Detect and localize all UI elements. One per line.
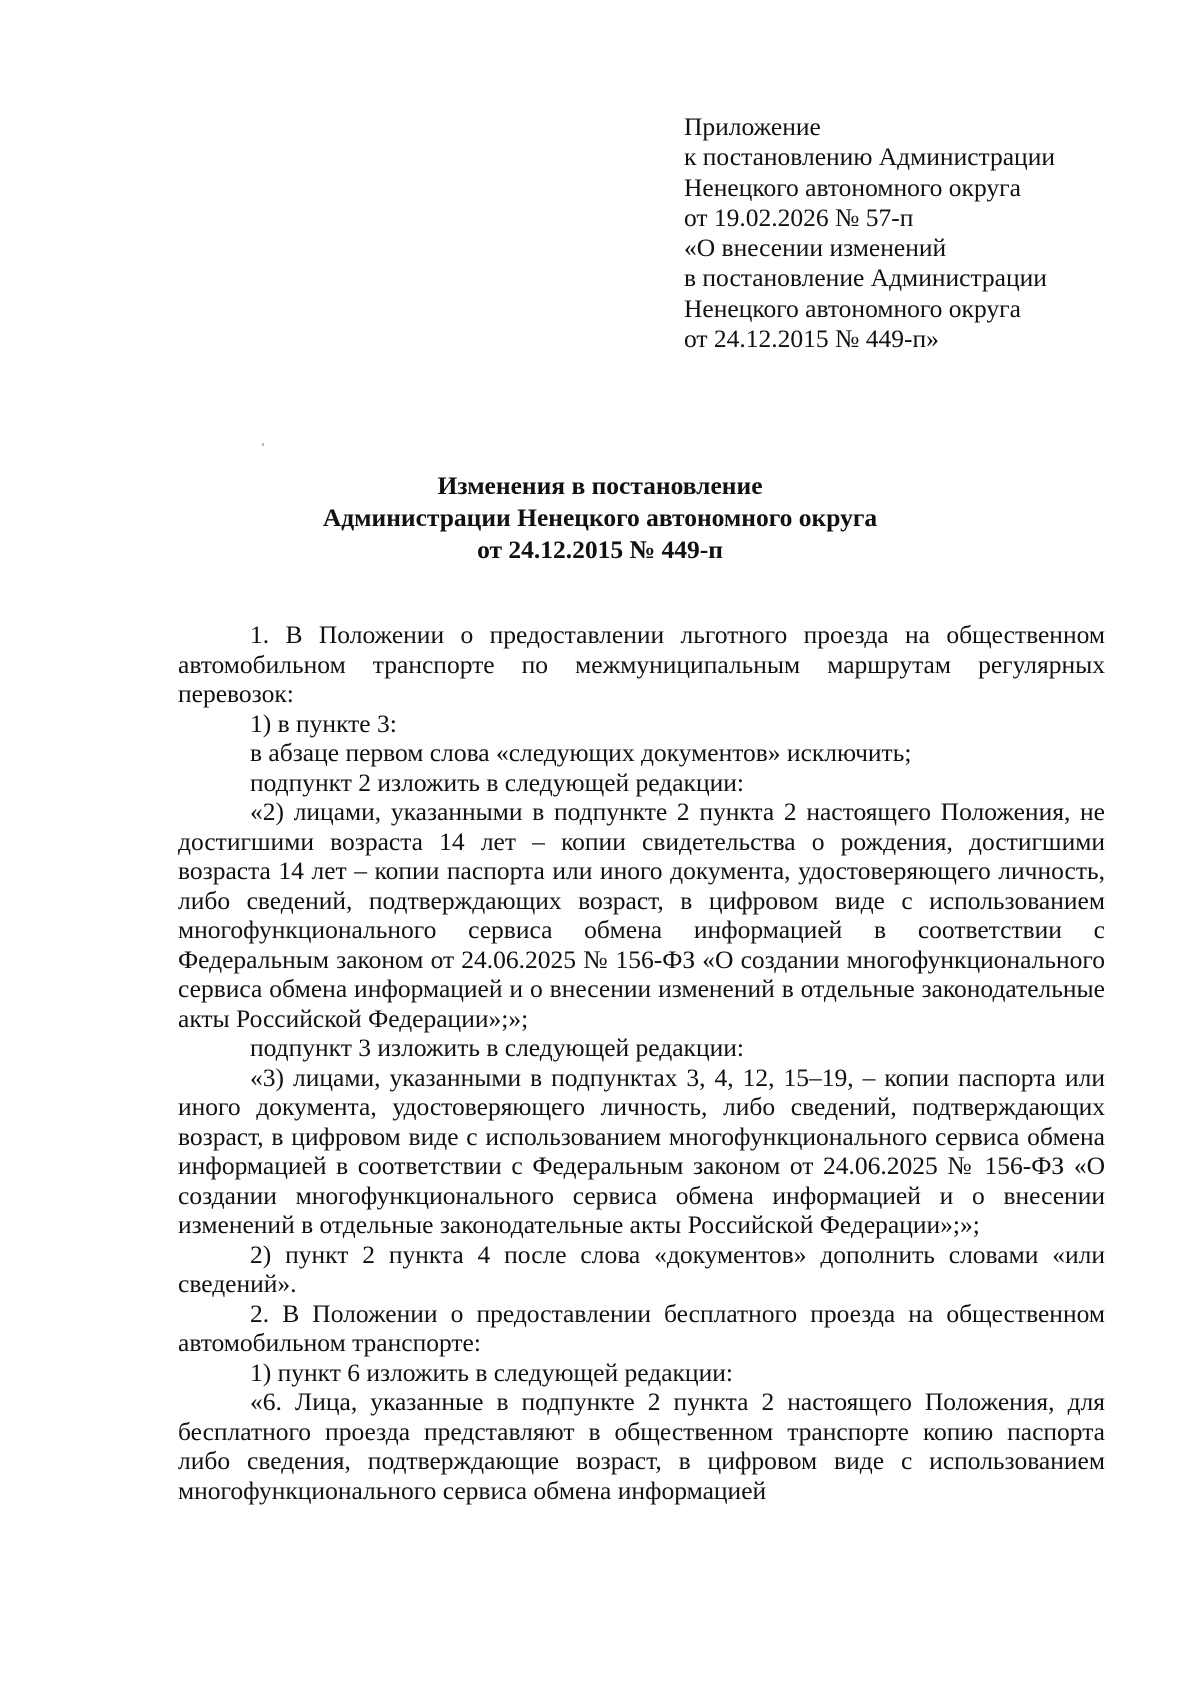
appendix-line: Ненецкого автономного округа [684, 172, 1021, 202]
body-paragraph: 2) пункт 2 пункта 4 после слова «документов» дополнить словами «или сведений». [178, 1239, 1105, 1298]
body-paragraph: подпункт 2 изложить в следующей редакции: [250, 767, 744, 797]
body-paragraph: 1. В Положении о предоставлении льготного проезда на общественном автомобильном транспорте по межмуниципальным маршрутам регулярных перевозок: [178, 620, 1105, 708]
appendix-line: «О внесении изменений [684, 233, 947, 263]
title-line: от 24.12.2015 № 449-п [477, 535, 723, 564]
body-paragraph: подпункт 3 изложить в следующей редакции: [250, 1033, 744, 1062]
body-paragraph: 2. В Положении о предоставлении бесплатного проезда на общественном автомобильном транспорте: [178, 1298, 1105, 1357]
appendix-header [684, 112, 1144, 354]
body-paragraph: 1) в пункте 3: [250, 708, 397, 738]
appendix-line: в постановление Администрации [684, 263, 1047, 293]
scan-artifact [262, 443, 264, 446]
body-paragraph: «3) лицами, указанными в подпунктах 3, 4, 12, 15–19, – копии паспорта или иного документа, удостоверяющего личность, либо сведений, подтверждающих возраст, в цифровом виде с использованием многофункционального сервиса обмена информацией в соответствии с Федеральным законом от 24.06.2025 № 156-ФЗ «О создании многофункционального сервиса обмена информацией и о внесении изменений в отдельные законодательные акты Российской Федерации»;»; [178, 1062, 1105, 1239]
document-body [178, 620, 1105, 1505]
appendix-line: к постановлению Администрации [684, 142, 1055, 172]
document-title [150, 470, 1050, 566]
appendix-line: от 24.12.2015 № 449-п» [684, 324, 939, 354]
appendix-line: Приложение [684, 112, 821, 141]
title-line: Изменения в постановление [437, 471, 763, 500]
body-paragraph: «6. Лица, указанные в подпункте 2 пункта 2 настоящего Положения, для бесплатного проезда представляют в общественном транспорте копию паспорта либо сведения, подтверждающие возраст, в цифровом виде с использованием многофункционального сервиса обмена информацией [178, 1387, 1105, 1505]
title-line: Администрации Ненецкого автономного округа [322, 503, 878, 532]
body-paragraph: «2) лицами, указанными в подпункте 2 пункта 2 настоящего Положения, не достигшими возраста 14 лет – копии свидетельства о рождения, достигшими возраста 14 лет – копии паспорта или иного документа, удостоверяющего личность, либо сведений, подтверждающих возраст, в цифровом виде с использованием многофункционального сервиса обмена информацией в соответствии с Федеральным законом от 24.06.2025 № 156-ФЗ «О создании многофункционального сервиса обмена информацией и о внесении изменений в отдельные законодательные акты Российской Федерации»;»; [178, 797, 1105, 1033]
appendix-line: Ненецкого автономного округа [684, 293, 1021, 323]
body-paragraph: в абзаце первом слова «следующих документов» исключить; [250, 738, 912, 767]
body-paragraph: 1) пункт 6 изложить в следующей редакции: [250, 1357, 733, 1387]
appendix-line: от 19.02.2026 № 57-п [684, 202, 914, 232]
